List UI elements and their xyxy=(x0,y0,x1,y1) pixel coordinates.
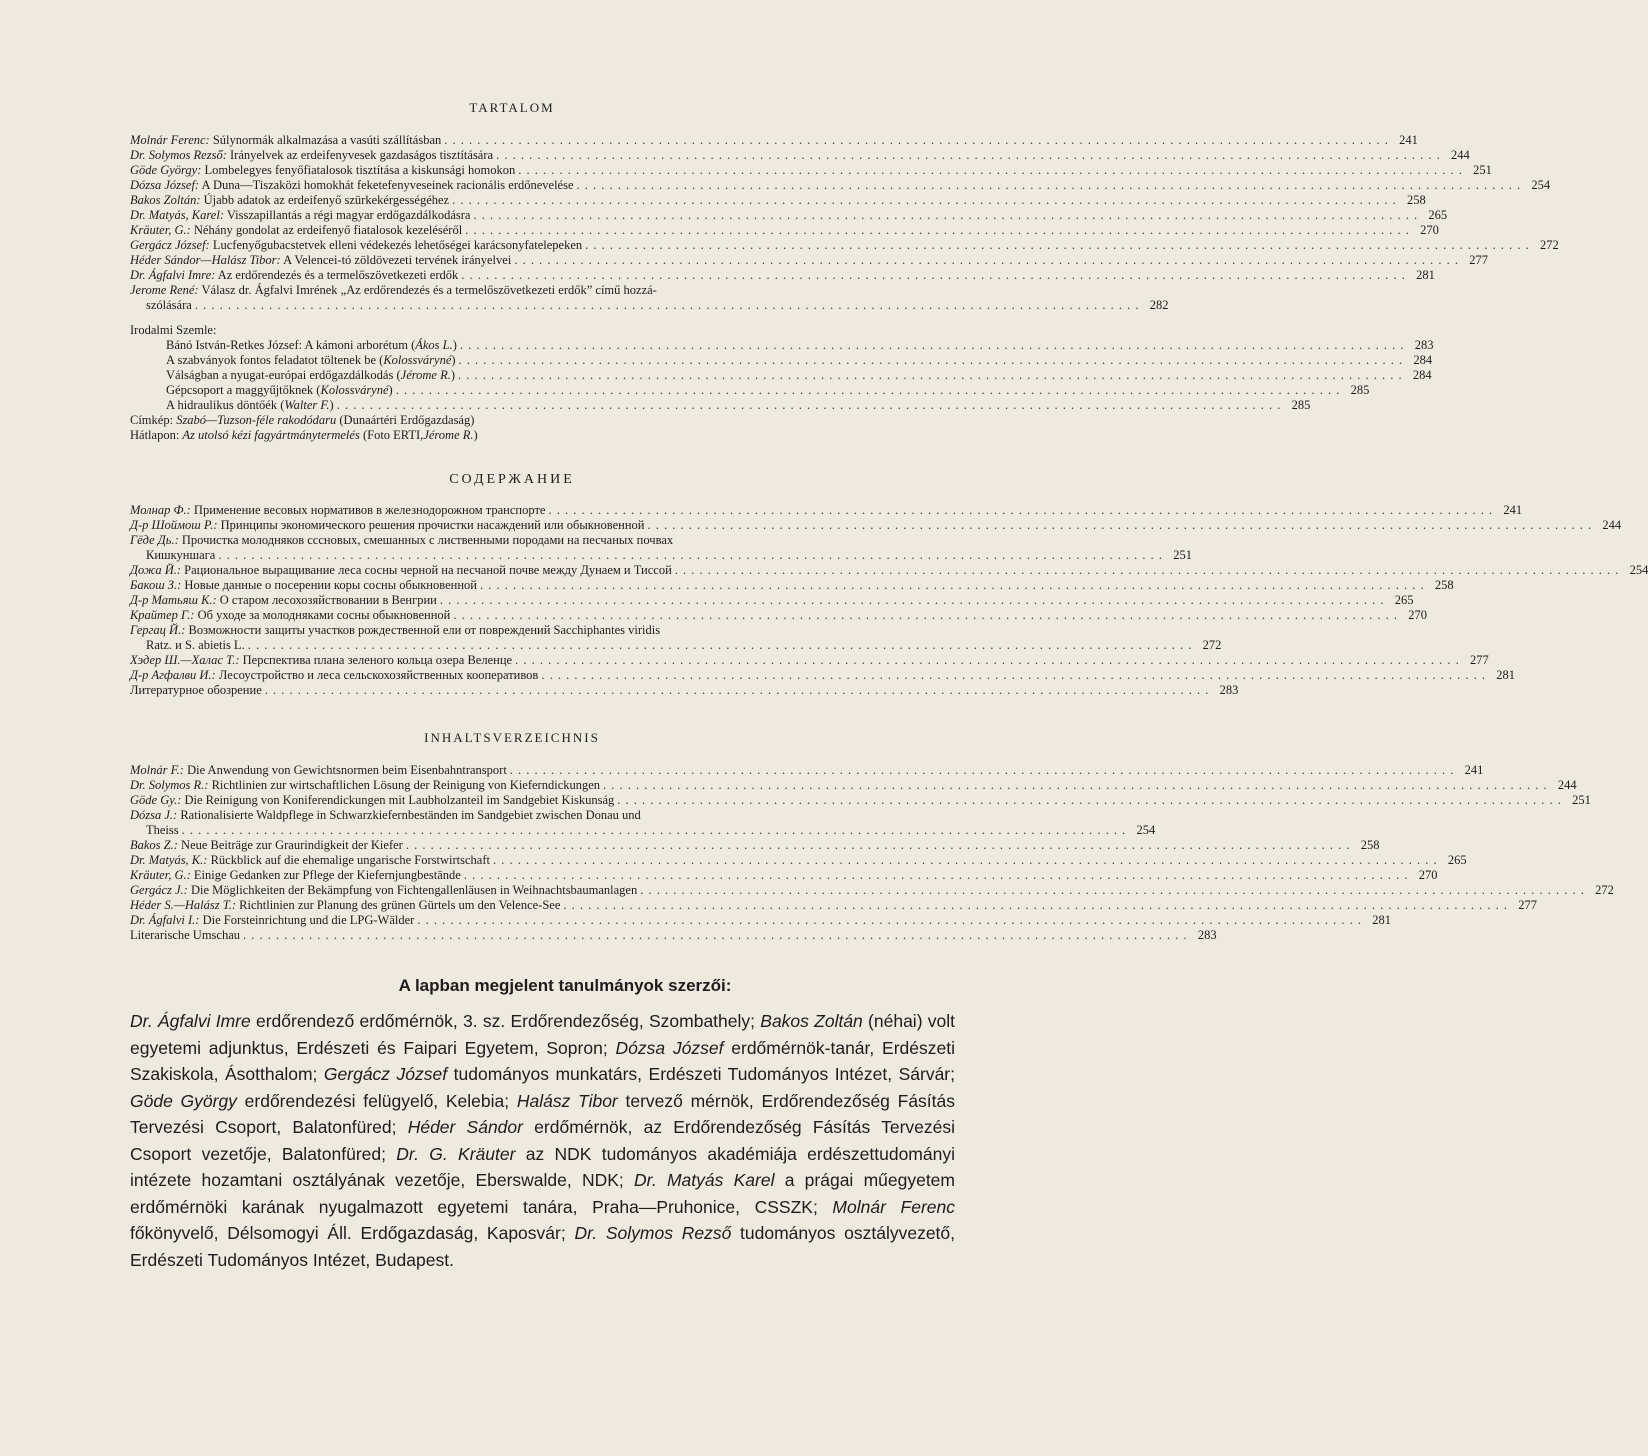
toc-german xyxy=(130,763,1614,943)
leader-dots xyxy=(510,763,1455,778)
leader-dots xyxy=(514,253,1459,268)
entry-page: 281 xyxy=(1372,913,1391,927)
leader-dots xyxy=(640,883,1585,898)
toc-entry xyxy=(130,133,1418,148)
toc-entry xyxy=(130,593,1414,608)
entry-title: Válasz dr. Ágfalvi Imrének „Az erdőrendezés és a termelőszövetkezeti erdők” című hozzá- xyxy=(201,283,657,297)
entry-author: Д-р Агфалви И.: xyxy=(130,668,216,682)
leader-dots xyxy=(417,913,1362,928)
entry-author: Jerome René: xyxy=(130,283,199,297)
author-name: Héder Sándor xyxy=(407,1117,523,1137)
toc-entry-continuation xyxy=(130,823,1156,838)
toc-title-russian: СОДЕРЖАНИЕ xyxy=(449,472,575,487)
entry-author: Héder Sándor—Halász Tibor: xyxy=(130,253,281,267)
entry-page: 251 xyxy=(1473,163,1492,177)
entry-author: Gergácz J.: xyxy=(130,883,188,897)
entry-page: 285 xyxy=(1350,383,1370,397)
entry-title: Neue Beiträge zur Graurindigkeit der Kiefer xyxy=(181,838,403,852)
entry-title: Rationalisierte Waldpflege in Schwarzkiefernbeständen im Sandgebiet zwischen Donau und xyxy=(180,808,641,822)
entry-title: Rückblick auf die ehemalige ungarische Forstwirtschaft xyxy=(210,853,490,867)
leader-dots xyxy=(406,838,1351,853)
authors-paragraph: Dr. Ágfalvi Imre erdőrendező erdőmérnök, 3. sz. Erdőrendezőség, Szombathely; Bakos Zoltán (néhai) volt egyetemi adjunktus, Erdészeti és Faipari Egyetem, Sopron; Dózsa József erdőmérnök-tanár, Erdészeti Szakiskola, Ásotthalom; Gergácz József tudományos munkatárs, Erdészeti Tudományos Intézet, Sárvár; Göde György erdőrendezési felügyelő, Kelebia; Halász Tibor tervező mérnök, Erdőrendezőség Fásítás Tervezési Csoport, Balatonfüred; Héder Sándor erdőmérnök, az Erdőrendezőség Fásítás Tervezési Csoport vezetője, Balatonfüred; Dr. G. Kräuter az NDK tudományos akadémiája erdészettudományi intézete hozamtani osztályának vezetője, Eberswalde, NDK; Dr. Matyás Karel a prágai műegyetem erdőmérnöki karának nyugalmazott egyetemi tanára, Praha—Pruhonice, CSSZK; Molnár Ferenc főkönyvelő, Délsomogyi Áll. Erdőgazdaság, Kaposvár; Dr. Solymos Rezső tudományos osztályvezető, Erdészeti Tudományos Intézet, Budapest. xyxy=(130,1011,956,1270)
leader-dots xyxy=(460,338,1405,353)
toc-entry xyxy=(130,913,1391,928)
leader-dots xyxy=(265,683,1210,698)
entry-title: Die Reinigung von Koniferendickungen mit Laubholzanteil im Sandgebiet Kiskunság xyxy=(184,793,615,807)
entry-author: Molnár Ferenc: xyxy=(130,133,210,147)
review-entry: A szabványok fontos feladatot töltenek be (Kolossváryné) . . . 284 xyxy=(130,353,975,368)
review-entry: A hidraulikus döntőék (Walter F.) . . . 285 xyxy=(130,398,975,413)
review-label: Irodalmi Szemle: xyxy=(130,323,217,337)
entry-page: 270 xyxy=(1408,608,1427,622)
toc-entry xyxy=(130,683,1239,698)
toc-russian xyxy=(130,503,1648,698)
entry-author: Бакош З.: xyxy=(130,578,182,592)
entry-title: Die Möglichkeiten der Bekämpfung von Fichtengallenläusen in Weihnachtsbaumanlagen xyxy=(190,883,638,897)
entry-author: Walter F. xyxy=(284,398,330,412)
leader-dots xyxy=(464,868,1409,883)
leader-dots xyxy=(577,178,1522,193)
entry-author: Крайтер Г.: xyxy=(130,608,195,622)
toc-entry-continuation xyxy=(130,548,1192,563)
toc-title-hungarian: TARTALOM xyxy=(469,100,555,115)
entry-author: Д-р Шоймош Р.: xyxy=(130,518,218,532)
entry-title: A Velencei-tó zöldövezeti tervének irányelvei xyxy=(283,253,512,267)
leader-dots xyxy=(218,548,1163,563)
leader-dots xyxy=(459,353,1404,368)
entry-author: Bakos Z.: xyxy=(130,838,178,852)
entry-title: Literarische Umschau xyxy=(130,928,241,942)
leader-dots xyxy=(248,638,1193,653)
author-name: Dr. Solymos Rezső xyxy=(574,1223,732,1243)
entry-page: 284 xyxy=(1412,368,1432,382)
entry-author: Dr. Ágfalvi Imre: xyxy=(130,268,216,282)
toc-entry xyxy=(130,578,1454,593)
entry-title: Újabb adatok az erdeifenyő szürkekérgességéhez xyxy=(203,193,450,207)
toc-entry xyxy=(130,283,975,298)
entry-author: Dr. Solymos R.: xyxy=(130,778,209,792)
entry-page: 277 xyxy=(1469,653,1489,667)
entry-page: 270 xyxy=(1418,868,1438,882)
entry-author: Dózsa J.: xyxy=(130,808,178,822)
toc-entry xyxy=(130,763,1484,778)
entry-page: 258 xyxy=(1434,578,1454,592)
entry-page: 272 xyxy=(1595,883,1614,897)
entry-title: Visszapillantás a régi magyar erdőgazdálkodásra xyxy=(226,208,471,222)
toc-entry xyxy=(130,778,1577,793)
leader-dots xyxy=(518,163,1463,178)
entry-title: Кишкуншага xyxy=(146,548,216,562)
leader-dots xyxy=(496,148,1441,163)
toc-entry xyxy=(130,808,975,823)
author-name: Dr. Ágfalvi Imre xyxy=(130,1011,251,1031)
toc-entry xyxy=(130,928,1217,943)
entry-title: Принципы экономического решения прочистки насаждений или обыкновенной xyxy=(220,518,645,532)
entry-page: 254 xyxy=(1531,178,1551,192)
toc-entry xyxy=(130,268,1435,283)
entry-author: Göde Gy.: xyxy=(130,793,182,807)
entry-title: Die Anwendung von Gewichtsnormen beim Eisenbahntransport xyxy=(187,763,507,777)
toc-entry xyxy=(130,563,1648,578)
entry-title: Возможности защиты участков рождественной ели от повреждений Sacchiphantes viridis xyxy=(188,623,661,637)
entry-page: 283 xyxy=(1219,683,1239,697)
entry-page: 284 xyxy=(1413,353,1433,367)
entry-title: Применение весовых нормативов в железнодорожном транспорте xyxy=(193,503,546,517)
entry-author: Jérome R. xyxy=(400,368,451,382)
entry-author: Kräuter, G.: xyxy=(130,223,191,237)
entry-page: 258 xyxy=(1406,193,1426,207)
toc-entry xyxy=(130,668,1515,683)
toc-entry xyxy=(130,868,1438,883)
entry-author: Molnár F.: xyxy=(130,763,184,777)
toc-entry xyxy=(130,223,1439,238)
entry-title: Перспектива плана зеленого кольца озера Веленце xyxy=(242,653,513,667)
leader-dots xyxy=(452,193,1397,208)
entry-author: Молнар Ф.: xyxy=(130,503,191,517)
entry-author: Гёде Дь.: xyxy=(130,533,179,547)
entry-title: Az erdőrendezés és a termelőszövetkezeti erdők xyxy=(217,268,459,282)
entry-page: 283 xyxy=(1414,338,1434,352)
entry-author: Kräuter, G.: xyxy=(130,868,191,882)
entry-author: Хэдер Ш.—Халас Т.: xyxy=(130,653,240,667)
entry-author: Dr. Matyás, Karel: xyxy=(130,208,224,222)
leader-dots xyxy=(585,238,1530,253)
review-entry: Bánó István-Retkes József: A kámoni arborétum (Ákos L.) . . . 283 xyxy=(130,338,975,353)
toc-entry-continuation xyxy=(130,298,1169,313)
entry-author: Gergácz József: xyxy=(130,238,210,252)
toc-entry xyxy=(130,253,1488,268)
entry-title: Рациональное выращивание леса сосны черной на песчаной почве между Дунаем и Тиссой xyxy=(184,563,672,577)
entry-page: 254 xyxy=(1136,823,1156,837)
entry-page: 272 xyxy=(1540,238,1559,252)
entry-title: A Duna—Tiszaközi homokhát feketefenyveseinek racionális erdőnevelése xyxy=(201,178,574,192)
leader-dots xyxy=(461,268,1406,283)
entry-page: 265 xyxy=(1394,593,1414,607)
toc-entry xyxy=(130,178,1551,193)
leader-dots xyxy=(675,563,1620,578)
author-name: Dózsa József xyxy=(615,1037,724,1058)
author-name: Bakos Zoltán xyxy=(760,1011,863,1031)
entry-page: 283 xyxy=(1197,928,1217,942)
entry-title: Lombelegyes fenyőfiatalosok tisztítása a kiskunsági homokon xyxy=(204,163,516,177)
toc-title-german: INHALTSVERZEICHNIS xyxy=(424,730,600,745)
entry-author: Дожа Й.: xyxy=(130,563,182,577)
leader-dots xyxy=(480,578,1425,593)
entry-page: 241 xyxy=(1399,133,1418,147)
leader-dots xyxy=(195,298,1140,313)
toc-entry-continuation xyxy=(130,638,1222,653)
entry-author: Kolossváryné xyxy=(383,353,452,367)
entry-page: 272 xyxy=(1202,638,1222,652)
leader-dots xyxy=(453,608,1398,623)
leader-dots xyxy=(473,208,1418,223)
toc-entry xyxy=(130,898,1537,913)
leader-dots xyxy=(440,593,1385,608)
entry-title: Прочистка молодняков ссcновых, смешанных с лиственными породами на песчаных почвах xyxy=(181,533,674,547)
entry-title: Лесоустройство и леса сельскохозяйственных кооперативов xyxy=(218,668,539,682)
leader-dots xyxy=(617,793,1562,808)
leader-dots xyxy=(396,383,1341,398)
entry-page: 265 xyxy=(1447,853,1467,867)
entry-title: Richtlinien zur wirtschaftlichen Lösung der Reinigung von Kieferndickungen xyxy=(211,778,601,792)
toc-entry xyxy=(130,208,1448,223)
entry-page: 277 xyxy=(1469,253,1488,267)
entry-title: Новые данные о посерении коры сосны обыкновенной xyxy=(184,578,477,592)
toc-hungarian xyxy=(130,133,1559,443)
entry-page: 241 xyxy=(1503,503,1523,517)
entry-author: Ákos L. xyxy=(415,338,453,352)
leader-dots xyxy=(458,368,1403,383)
leader-dots xyxy=(493,853,1438,868)
cover-image-line: Címkép: Szabó—Tuzson-féle rakodódaru (Dunaártéri Erdőgazdaság) xyxy=(130,413,475,427)
entry-title: Richtlinien zur Planung des grünen Gürtels um den Velence-See xyxy=(239,898,561,912)
entry-page: 285 xyxy=(1291,398,1311,412)
entry-title: Die Forsteinrichtung und die LPG-Wälder xyxy=(202,913,415,927)
toc-entry xyxy=(130,793,1591,808)
leader-dots xyxy=(515,653,1460,668)
author-name: Dr. G. Kräuter xyxy=(396,1143,516,1164)
entry-author: Dózsa József: xyxy=(130,178,200,192)
back-cover-line: Hátlapon: Az utolsó kézi fagyártmánytermelés (Foto ERTI,Jérome R.) xyxy=(130,428,478,442)
entry-page: 281 xyxy=(1496,668,1515,682)
entry-author: Göde György: xyxy=(130,163,202,177)
leader-dots xyxy=(243,928,1188,943)
toc-entry xyxy=(130,883,1614,898)
author-name: Molnár Ferenc xyxy=(832,1196,955,1217)
toc-entry xyxy=(130,533,975,548)
author-name: Göde György xyxy=(130,1090,237,1111)
leader-dots xyxy=(444,133,1389,148)
entry-title: О старом лесохозяйствовании в Венгрии xyxy=(219,593,437,607)
entry-title: Литературное обозрение xyxy=(130,683,262,697)
leader-dots xyxy=(337,398,1282,413)
entry-title: szólására xyxy=(146,298,192,312)
toc-entry xyxy=(130,623,975,638)
leader-dots xyxy=(182,823,1127,838)
entry-title: Theiss xyxy=(146,823,179,837)
author-name: Halász Tibor xyxy=(516,1090,618,1111)
toc-entry xyxy=(130,853,1467,868)
entry-page: 251 xyxy=(1572,793,1591,807)
entry-page: 244 xyxy=(1450,148,1470,162)
toc-entry xyxy=(130,148,1470,163)
authors-heading: A lapban megjelent tanulmányok szerzői: xyxy=(398,976,732,995)
leader-dots xyxy=(563,898,1508,913)
entry-title: Súlynormák alkalmazása a vasúti szállításban xyxy=(212,133,442,147)
entry-title: Lucfenyőgubacstetvek elleni védekezés lehetőségei karácsonyfatelepeken xyxy=(212,238,583,252)
leader-dots xyxy=(465,223,1410,238)
entry-page: 244 xyxy=(1557,778,1577,792)
entry-page: 270 xyxy=(1420,223,1439,237)
toc-entry xyxy=(130,653,1489,668)
leader-dots xyxy=(548,503,1493,518)
entry-page: 265 xyxy=(1428,208,1448,222)
entry-author: Héder S.—Halász T.: xyxy=(130,898,237,912)
entry-page: 244 xyxy=(1602,518,1622,532)
entry-author: Dr. Matyás, K.: xyxy=(130,853,208,867)
entry-page: 241 xyxy=(1464,763,1484,777)
entry-author: Kolossváryné xyxy=(320,383,389,397)
leader-dots xyxy=(541,668,1486,683)
entry-title: Néhány gondolat az erdeifenyő fiatalosok kezeléséről xyxy=(193,223,463,237)
entry-author: Д-р Матьяш К.: xyxy=(130,593,217,607)
entry-page: 258 xyxy=(1360,838,1380,852)
entry-title: Ratz. и S. abietis L. xyxy=(146,638,245,652)
entry-page: 282 xyxy=(1149,298,1169,312)
entry-page: 281 xyxy=(1416,268,1435,282)
entry-author: Bakos Zoltán: xyxy=(130,193,201,207)
entry-title: Einige Gedanken zur Pflege der Kiefernjungbestände xyxy=(193,868,461,882)
toc-entry xyxy=(130,163,1492,178)
author-name: Gergácz József xyxy=(323,1064,448,1084)
leader-dots xyxy=(603,778,1548,793)
entry-page: 251 xyxy=(1173,548,1192,562)
toc-entry xyxy=(130,238,1559,253)
toc-entry xyxy=(130,608,1427,623)
toc-entry xyxy=(130,503,1523,518)
entry-page: 254 xyxy=(1629,563,1648,577)
review-entry: Válságban a nyugat-európai erdőgazdálkodás (Jérome R.) . . . 284 xyxy=(130,368,975,383)
entry-author: Гергац Й.: xyxy=(130,623,186,637)
entry-page: 277 xyxy=(1518,898,1537,912)
leader-dots xyxy=(647,518,1592,533)
entry-title: Об уходе за молодняками сосны обыкновенной xyxy=(197,608,451,622)
toc-entry xyxy=(130,518,1622,533)
author-name: Dr. Matyás Karel xyxy=(634,1170,775,1190)
toc-entry xyxy=(130,193,1426,208)
entry-title: Irányelvek az erdeifenyvesek gazdaságos tisztítására xyxy=(230,148,494,162)
entry-author: Dr. Solymos Rezső: xyxy=(130,148,227,162)
review-entry: Gépcsoport a maggyűjtőknek (Kolossváryné) . . . 285 xyxy=(130,383,975,398)
entry-author: Dr. Ágfalvi I.: xyxy=(130,913,200,927)
toc-entry xyxy=(130,838,1380,853)
